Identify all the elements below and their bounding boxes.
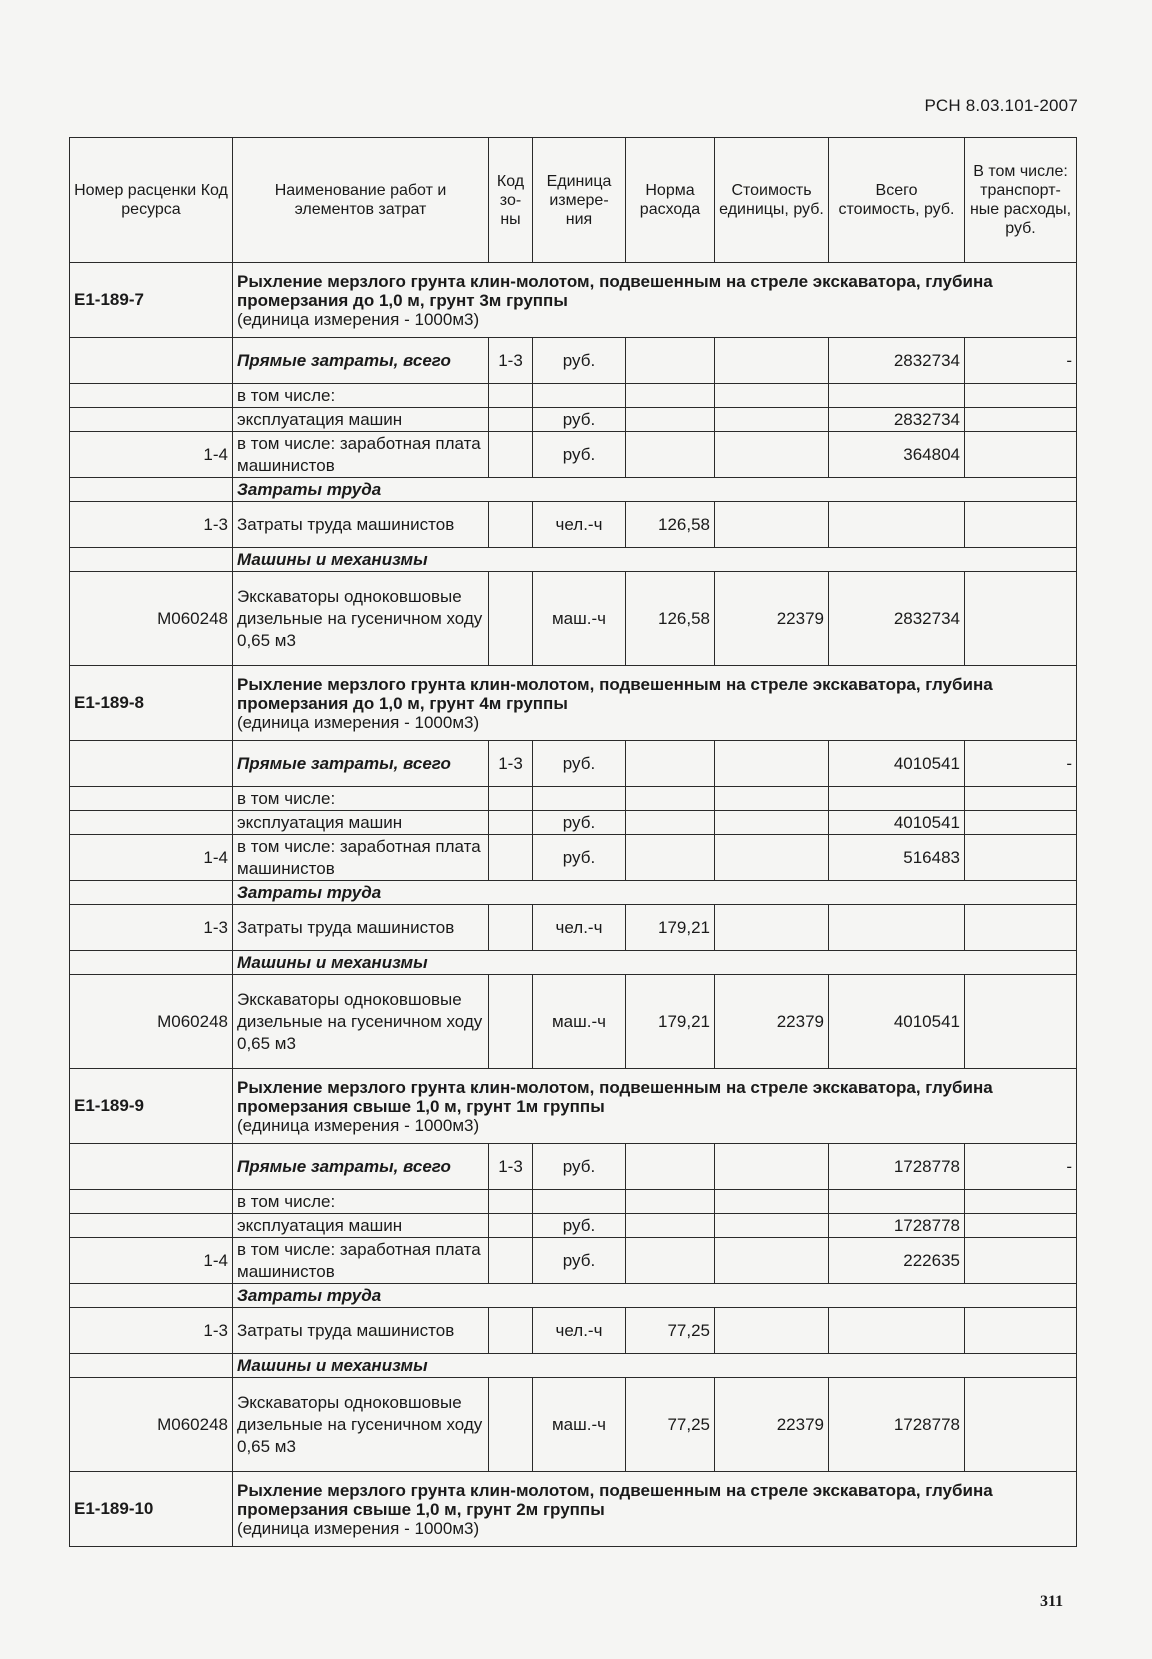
- empty-cell: [626, 338, 715, 384]
- column-header-total-cost: Всего стоимость, руб.: [829, 138, 965, 263]
- operator-wages-label: в том числе: заработная плата машинистов: [233, 432, 489, 478]
- including-label: в том числе:: [233, 384, 489, 408]
- empty-cell: [626, 835, 715, 881]
- machinery-label: Экскаваторы одноковшовые дизельные на гусеничном ходу 0,65 м3: [233, 1378, 489, 1472]
- including-row: [70, 787, 1077, 811]
- section-title: [233, 263, 1077, 338]
- resource-code: М060248: [70, 1378, 233, 1472]
- empty-cell: [715, 338, 829, 384]
- labor-costs-header: Затраты труда: [233, 881, 1077, 905]
- empty-cell: [626, 432, 715, 478]
- empty-cell: [715, 1190, 829, 1214]
- machinery-row: [70, 572, 1077, 666]
- unit: руб.: [533, 408, 626, 432]
- empty-cell: [489, 432, 533, 478]
- norm: 179,21: [626, 905, 715, 951]
- section-title: [233, 1472, 1077, 1547]
- empty-cell: [533, 384, 626, 408]
- section-title-row: [70, 666, 1077, 741]
- empty-cell: [533, 1190, 626, 1214]
- including-label: в том числе:: [233, 1190, 489, 1214]
- labor-costs-row: [70, 1308, 1077, 1354]
- empty-cell: [70, 1190, 233, 1214]
- resource-code: М060248: [70, 975, 233, 1069]
- empty-cell: [965, 975, 1077, 1069]
- empty-cell: [70, 338, 233, 384]
- zone-code: 1-3: [489, 338, 533, 384]
- column-header-norm: Норма расхода: [626, 138, 715, 263]
- empty-cell: [70, 787, 233, 811]
- transport-cost: -: [965, 338, 1077, 384]
- resource-code: 1-3: [70, 905, 233, 951]
- section-title-text: Рыхление мерзлого грунта клин-молотом, подвешенным на стреле экскаватора, глубина промерзания до 1,0 м, грунт 3м группы: [237, 271, 993, 310]
- zone-code: 1-3: [489, 1144, 533, 1190]
- labor-costs-label: Затраты труда машинистов: [233, 905, 489, 951]
- empty-cell: [626, 811, 715, 835]
- empty-cell: [70, 548, 233, 572]
- labor-costs-label: Затраты труда машинистов: [233, 502, 489, 548]
- total-cost: 2832734: [829, 338, 965, 384]
- total-cost: 1728778: [829, 1378, 965, 1472]
- zone-code: 1-3: [489, 741, 533, 787]
- operator-wages-label: в том числе: заработная плата машинистов: [233, 1238, 489, 1284]
- empty-cell: [829, 787, 965, 811]
- unit: руб.: [533, 338, 626, 384]
- empty-cell: [965, 572, 1077, 666]
- machine-operation-label: эксплуатация машин: [233, 811, 489, 835]
- section-title: [233, 1069, 1077, 1144]
- resource-code: 1-3: [70, 1308, 233, 1354]
- empty-cell: [715, 1214, 829, 1238]
- unit: чел.-ч: [533, 502, 626, 548]
- empty-cell: [70, 1144, 233, 1190]
- empty-cell: [715, 787, 829, 811]
- unit: руб.: [533, 1144, 626, 1190]
- empty-cell: [489, 787, 533, 811]
- total-cost: 2832734: [829, 408, 965, 432]
- section-title-row: [70, 263, 1077, 338]
- unit-cost: 22379: [715, 975, 829, 1069]
- labor-costs-header: Затраты труда: [233, 1284, 1077, 1308]
- including-row: [70, 384, 1077, 408]
- machinery-row: [70, 1378, 1077, 1472]
- resource-code: 1-4: [70, 835, 233, 881]
- resource-code: М060248: [70, 572, 233, 666]
- machinery-header-row: [70, 548, 1077, 572]
- machinery-header: Машины и механизмы: [233, 951, 1077, 975]
- direct-costs-row: [70, 1144, 1077, 1190]
- section-title-text: Рыхление мерзлого грунта клин-молотом, подвешенным на стреле экскаватора, глубина промерзания свыше 1,0 м, грунт 2м группы: [237, 1480, 993, 1519]
- machinery-row: [70, 975, 1077, 1069]
- section-title-text: Рыхление мерзлого грунта клин-молотом, подвешенным на стреле экскаватора, глубина промерзания до 1,0 м, грунт 4м группы: [237, 674, 993, 713]
- empty-cell: [715, 741, 829, 787]
- column-header-work-name: Наименование работ и элементов затрат: [233, 138, 489, 263]
- unit-cost: 22379: [715, 1378, 829, 1472]
- labor-costs-header-row: [70, 881, 1077, 905]
- unit: руб.: [533, 835, 626, 881]
- including-label: в том числе:: [233, 787, 489, 811]
- empty-cell: [626, 1190, 715, 1214]
- empty-cell: [70, 881, 233, 905]
- labor-costs-header: Затраты труда: [233, 478, 1077, 502]
- empty-cell: [70, 384, 233, 408]
- column-header-transport-costs: В том числе: транспорт- ные расходы, руб.: [965, 138, 1077, 263]
- document-code: РСН 8.03.101-2007: [924, 96, 1078, 115]
- empty-cell: [489, 835, 533, 881]
- empty-cell: [626, 741, 715, 787]
- section-title-row: [70, 1472, 1077, 1547]
- measurement-unit-note: (единица измерения - 1000м3): [237, 1115, 480, 1135]
- machine-operation-row: [70, 811, 1077, 835]
- empty-cell: [489, 502, 533, 548]
- total-cost: 1728778: [829, 1214, 965, 1238]
- empty-cell: [489, 572, 533, 666]
- empty-cell: [965, 384, 1077, 408]
- total-cost: 4010541: [829, 811, 965, 835]
- labor-costs-header-row: [70, 478, 1077, 502]
- empty-cell: [70, 951, 233, 975]
- measurement-unit-note: (единица измерения - 1000м3): [237, 1518, 480, 1538]
- empty-cell: [70, 1284, 233, 1308]
- empty-cell: [626, 787, 715, 811]
- empty-cell: [965, 1214, 1077, 1238]
- unit: чел.-ч: [533, 905, 626, 951]
- empty-cell: [829, 1190, 965, 1214]
- column-header-zone-code: Код зо- ны: [489, 138, 533, 263]
- machinery-header: Машины и механизмы: [233, 548, 1077, 572]
- empty-cell: [626, 1144, 715, 1190]
- machinery-label: Экскаваторы одноковшовые дизельные на гусеничном ходу 0,65 м3: [233, 975, 489, 1069]
- total-cost: 4010541: [829, 975, 965, 1069]
- unit: руб.: [533, 1214, 626, 1238]
- labor-costs-row: [70, 502, 1077, 548]
- measurement-unit-note: (единица измерения - 1000м3): [237, 712, 480, 732]
- empty-cell: [70, 478, 233, 502]
- table-header-row: [70, 138, 1077, 263]
- machinery-header: Машины и механизмы: [233, 1354, 1077, 1378]
- measurement-unit-note: (единица измерения - 1000м3): [237, 309, 480, 329]
- unit: руб.: [533, 811, 626, 835]
- empty-cell: [715, 502, 829, 548]
- rate-code: Е1-189-8: [70, 666, 233, 741]
- empty-cell: [965, 787, 1077, 811]
- operator-wages-row: [70, 432, 1077, 478]
- unit: руб.: [533, 1238, 626, 1284]
- labor-costs-header-row: [70, 1284, 1077, 1308]
- total-cost: 1728778: [829, 1144, 965, 1190]
- resource-code: 1-4: [70, 432, 233, 478]
- machinery-header-row: [70, 951, 1077, 975]
- machine-operation-row: [70, 408, 1077, 432]
- empty-cell: [533, 787, 626, 811]
- unit-cost: 22379: [715, 572, 829, 666]
- empty-cell: [829, 1308, 965, 1354]
- norm: 126,58: [626, 502, 715, 548]
- total-cost: 4010541: [829, 741, 965, 787]
- operator-wages-row: [70, 1238, 1077, 1284]
- total-cost: 364804: [829, 432, 965, 478]
- table-body: [70, 263, 1077, 1547]
- empty-cell: [715, 1144, 829, 1190]
- empty-cell: [965, 1238, 1077, 1284]
- norm: 179,21: [626, 975, 715, 1069]
- transport-cost: -: [965, 1144, 1077, 1190]
- empty-cell: [829, 384, 965, 408]
- transport-cost: -: [965, 741, 1077, 787]
- section-title: [233, 666, 1077, 741]
- empty-cell: [965, 1190, 1077, 1214]
- operator-wages-label: в том числе: заработная плата машинистов: [233, 835, 489, 881]
- empty-cell: [715, 811, 829, 835]
- unit: руб.: [533, 432, 626, 478]
- direct-costs-row: [70, 338, 1077, 384]
- empty-cell: [965, 502, 1077, 548]
- empty-cell: [715, 384, 829, 408]
- empty-cell: [489, 1190, 533, 1214]
- empty-cell: [715, 1238, 829, 1284]
- labor-costs-row: [70, 905, 1077, 951]
- empty-cell: [829, 502, 965, 548]
- unit: маш.-ч: [533, 975, 626, 1069]
- empty-cell: [715, 432, 829, 478]
- machinery-label: Экскаваторы одноковшовые дизельные на гусеничном ходу 0,65 м3: [233, 572, 489, 666]
- machine-operation-label: эксплуатация машин: [233, 408, 489, 432]
- unit: руб.: [533, 741, 626, 787]
- empty-cell: [626, 1238, 715, 1284]
- resource-code: 1-4: [70, 1238, 233, 1284]
- unit: маш.-ч: [533, 572, 626, 666]
- norm: 77,25: [626, 1378, 715, 1472]
- rate-code: Е1-189-10: [70, 1472, 233, 1547]
- rates-table: [69, 137, 1077, 1547]
- empty-cell: [70, 408, 233, 432]
- empty-cell: [489, 905, 533, 951]
- empty-cell: [626, 384, 715, 408]
- machinery-header-row: [70, 1354, 1077, 1378]
- empty-cell: [829, 905, 965, 951]
- empty-cell: [965, 432, 1077, 478]
- empty-cell: [489, 1308, 533, 1354]
- empty-cell: [489, 1238, 533, 1284]
- resource-code: 1-3: [70, 502, 233, 548]
- column-header-unit: Единица измере- ния: [533, 138, 626, 263]
- empty-cell: [70, 1354, 233, 1378]
- empty-cell: [965, 811, 1077, 835]
- page-number: 311: [1040, 1593, 1064, 1610]
- direct-costs-label: Прямые затраты, всего: [233, 1144, 489, 1190]
- empty-cell: [489, 384, 533, 408]
- empty-cell: [489, 975, 533, 1069]
- labor-costs-label: Затраты труда машинистов: [233, 1308, 489, 1354]
- direct-costs-row: [70, 741, 1077, 787]
- empty-cell: [965, 408, 1077, 432]
- column-header-unit-cost: Стоимость единицы, руб.: [715, 138, 829, 263]
- empty-cell: [489, 408, 533, 432]
- unit: чел.-ч: [533, 1308, 626, 1354]
- empty-cell: [489, 1214, 533, 1238]
- total-cost: 222635: [829, 1238, 965, 1284]
- direct-costs-label: Прямые затраты, всего: [233, 741, 489, 787]
- empty-cell: [489, 811, 533, 835]
- rate-code: Е1-189-7: [70, 263, 233, 338]
- machine-operation-row: [70, 1214, 1077, 1238]
- including-row: [70, 1190, 1077, 1214]
- empty-cell: [626, 1214, 715, 1238]
- norm: 126,58: [626, 572, 715, 666]
- section-title-text: Рыхление мерзлого грунта клин-молотом, подвешенным на стреле экскаватора, глубина промерзания свыше 1,0 м, грунт 1м группы: [237, 1077, 993, 1116]
- column-header-rate-code: Номер расценки Код ресурса: [70, 138, 233, 263]
- norm: 77,25: [626, 1308, 715, 1354]
- empty-cell: [715, 408, 829, 432]
- section-title-row: [70, 1069, 1077, 1144]
- empty-cell: [715, 1308, 829, 1354]
- empty-cell: [965, 1378, 1077, 1472]
- empty-cell: [965, 905, 1077, 951]
- total-cost: 516483: [829, 835, 965, 881]
- direct-costs-label: Прямые затраты, всего: [233, 338, 489, 384]
- empty-cell: [965, 835, 1077, 881]
- empty-cell: [70, 741, 233, 787]
- empty-cell: [965, 1308, 1077, 1354]
- machine-operation-label: эксплуатация машин: [233, 1214, 489, 1238]
- total-cost: 2832734: [829, 572, 965, 666]
- operator-wages-row: [70, 835, 1077, 881]
- empty-cell: [70, 1214, 233, 1238]
- empty-cell: [489, 1378, 533, 1472]
- empty-cell: [626, 408, 715, 432]
- unit: маш.-ч: [533, 1378, 626, 1472]
- empty-cell: [715, 835, 829, 881]
- empty-cell: [70, 811, 233, 835]
- empty-cell: [715, 905, 829, 951]
- rate-code: Е1-189-9: [70, 1069, 233, 1144]
